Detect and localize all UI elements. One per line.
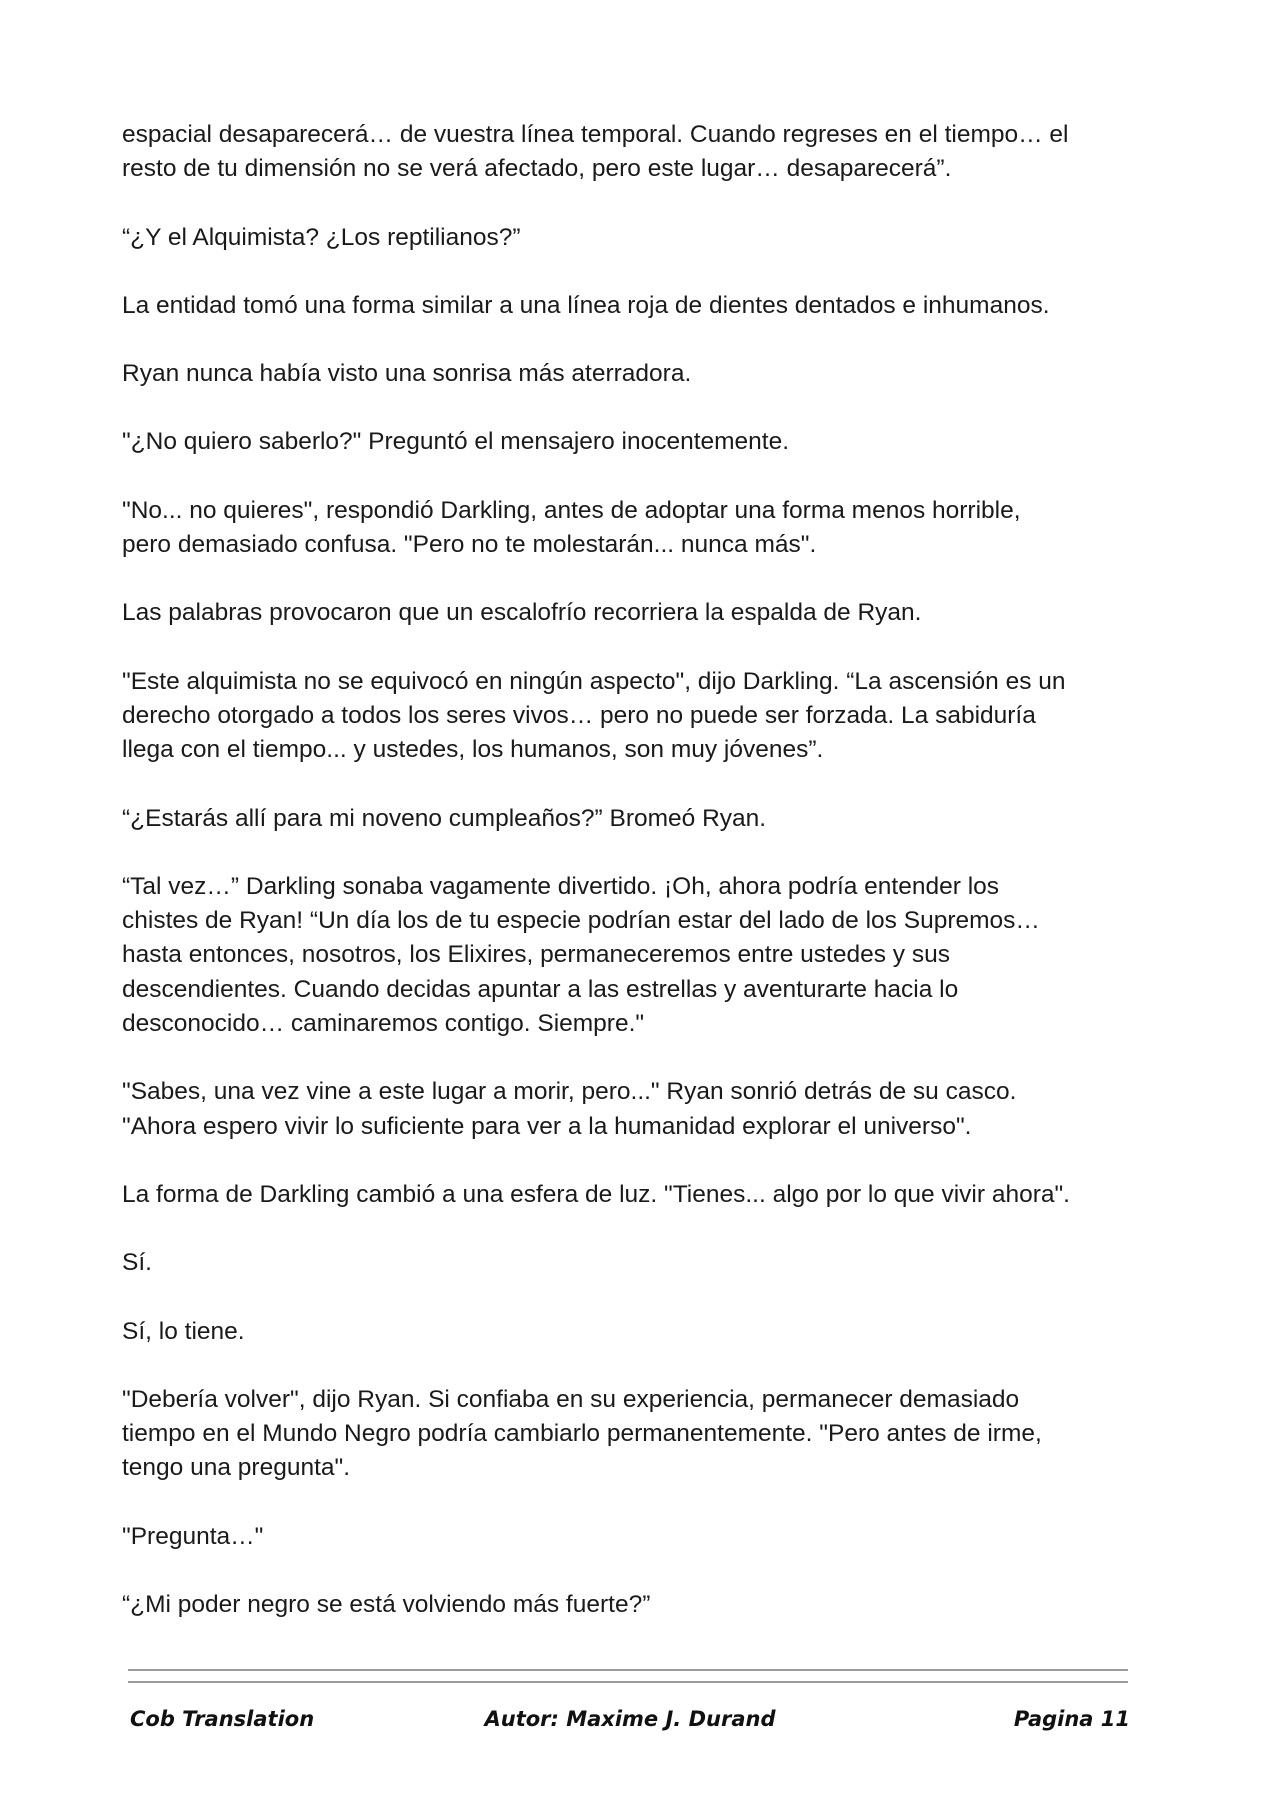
text-line: "No... no quieres", respondió Darkling, antes de adoptar una forma menos horrible, [122,496,1021,524]
paragraph-6 [122,494,1162,563]
footer-page-number: Pagina 11 [1013,1707,1130,1731]
text-line: descendientes. Cuando decidas apuntar a las estrellas y aventurarte hacia lo [122,975,959,1003]
text-line: “Tal vez…” Darkling sonaba vagamente divertido. ¡Oh, ahora podría entender los [122,872,1000,900]
text-line: "Este alquimista no se equivocó en ningún aspecto", dijo Darkling. “La ascensión es un [122,667,1066,695]
text-line: chistes de Ryan! “Un día los de tu especie podrían estar del lado de los Supremos… [122,907,1040,935]
text-line: derecho otorgado a todos los seres vivos… pero no puede ser forzada. La sabiduría [122,701,1036,729]
text-line: pero demasiado confusa. "Pero no te molestarán... nunca más". [122,531,817,559]
paragraph-15 [122,1383,1162,1486]
footer-divider-bottom [128,1681,1128,1683]
paragraph-4 [122,357,1162,391]
paragraph-2 [122,221,1162,255]
text-line: Las palabras provocaron que un escalofrío recorriera la espalda de Ryan. [122,599,922,627]
text-line: La entidad tomó una forma similar a una línea roja de dientes dentados e inhumanos. [122,291,1050,319]
text-line: "Sabes, una vez vine a este lugar a morir, pero..." Ryan sonrió detrás de su casco. [122,1078,1017,1106]
paragraph-9 [122,802,1162,836]
text-line: "Pregunta…" [122,1522,264,1550]
paragraph-1 [122,118,1162,187]
text-line: tiempo en el Mundo Negro podría cambiarlo permanentemente. "Pero antes de irme, [122,1420,1042,1448]
paragraph-7 [122,596,1162,630]
text-line: “¿Mi poder negro se está volviendo más fuerte?” [122,1591,651,1619]
text-line: Sí, lo tiene. [122,1317,245,1345]
text-line: "Ahora espero vivir lo suficiente para ver a la humanidad explorar el universo". [122,1112,972,1140]
text-line: "¿No quiero saberlo?" Preguntó el mensajero inocentemente. [122,428,790,456]
text-line: Sí. [122,1249,152,1277]
text-line: resto de tu dimensión no se verá afectado, pero este lugar… desaparecerá”. [122,155,952,183]
text-line: Ryan nunca había visto una sonrisa más aterradora. [122,360,692,388]
paragraph-8 [122,665,1162,768]
paragraph-16 [122,1520,1162,1554]
paragraph-3 [122,289,1162,323]
text-line: hasta entonces, nosotros, los Elixires, permaneceremos entre ustedes y sus [122,941,950,969]
text-line: espacial desaparecerá… de vuestra línea temporal. Cuando regreses en el tiempo… el [122,121,1069,148]
footer-translator: Cob Translation [130,1707,315,1731]
text-line: llega con el tiempo... y ustedes, los humanos, son muy jóvenes”. [122,736,824,764]
footer-divider-top [128,1669,1128,1671]
paragraph-5 [122,425,1162,459]
paragraph-14 [122,1315,1162,1349]
footer-author: Autor: Maxime J. Durand [484,1707,776,1731]
paragraph-12 [122,1178,1162,1212]
page-body [122,118,1162,1656]
paragraph-13 [122,1246,1162,1280]
text-line: "Debería volver", dijo Ryan. Si confiaba en su experiencia, permanecer demasiado [122,1385,1020,1413]
text-line: desconocido… caminaremos contigo. Siempre." [122,1010,645,1038]
paragraph-11 [122,1075,1162,1144]
text-line: tengo una pregunta". [122,1454,351,1482]
text-line: “¿Estarás allí para mi noveno cumpleaños?” Bromeó Ryan. [122,804,767,832]
text-line: “¿Y el Alquimista? ¿Los reptilianos?” [122,223,521,251]
paragraph-10 [122,870,1162,1041]
paragraph-17 [122,1588,1162,1622]
text-line: La forma de Darkling cambió a una esfera de luz. "Tienes... algo por lo que vivir ahora". [122,1180,1070,1208]
